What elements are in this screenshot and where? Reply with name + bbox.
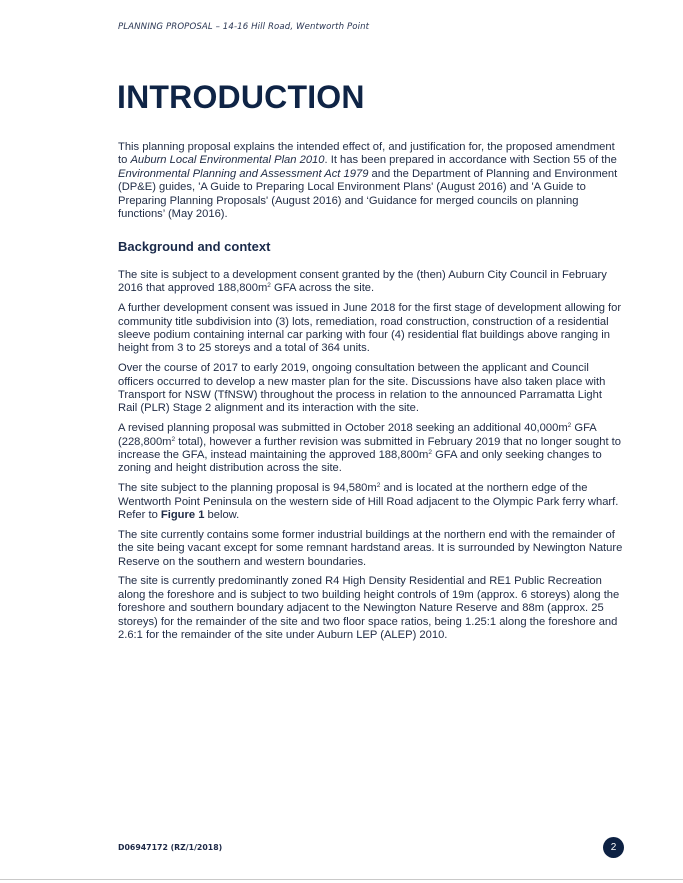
intro-paragraph: This planning proposal explains the intended effect of, and justification for, the proposed amendment to Auburn Local Environmental Plan 2010. It has been prepared in accordance with Section 55 of the Environmental Planning and Assessment Act 1979 and the Department of Planning and Environment (DP&E) guides, 'A Guide to Preparing Local Environment Plans' (August 2016) and 'A Guide to Preparing Planning Proposals' (August 2016) and ‘Guidance for merged councils on planning functions’ (May 2016).	[118, 141, 618, 221]
paragraph-further-consent: A further development consent was issued in June 2018 for the first stage of development allowing for community title subdivision into (3) lots, remediation, road construction, construction of a residential sleeve podium containing internal car parking with four (4) residential flat buildings above ranging in height from 3 to 25 storeys and a total of 364 units.	[118, 302, 622, 355]
page-number-badge: 2	[603, 837, 624, 858]
background-section	[118, 269, 623, 649]
paragraph-consultation: Over the course of 2017 to early 2019, ongoing consultation between the applicant and Council officers occurred to develop a new master plan for the site. Discussions have also taken place with Transport for NSW (TfNSW) throughout the process in relation to the announced Parramatta Light Rail (PLR) Stage 2 alignment and its interaction with the site.	[118, 362, 606, 415]
act-title: Environmental Planning and Assessment Act 1979	[118, 167, 369, 180]
paragraph-site-location: The site subject to the planning proposal is $94,580m^2$ and is located at the northern edge of the Wentworth Point Peninsula on the western side of Hill Road adjacent to the Olympic Park ferry wharf. Refer to Figure 1 below.	[118, 482, 619, 522]
paragraph-consent: The site is subject to a development consent granted by the (then) Auburn City Council in February 2016 that approved $188,800m^2$ GFA across the site.	[118, 269, 607, 295]
document-reference: D06947172 (RZ/1/2018)	[118, 843, 223, 852]
figure-reference[interactable]: Figure 1	[160, 509, 205, 522]
section-heading: Background and context	[118, 239, 271, 254]
intro-section	[118, 141, 623, 228]
page-title: INTRODUCTION	[117, 79, 365, 115]
lep-title: Auburn Local Environmental Plan 2010	[130, 154, 325, 167]
paragraph-site-contents: The site currently contains some former industrial buildings at the northern end with the remainder of the site being vacant except for some remnant hardstand areas. It is surrounded by Newington Nature Reserve on the southern and western boundaries.	[118, 528, 623, 568]
page-divider	[0, 879, 683, 880]
paragraph-zoning: The site is currently predominantly zoned R4 High Density Residential and RE1 Public Recreation along the foreshore and is subject to two building height controls of 19m (approx. 6 storeys) along the foreshore and southern boundary adjacent to the Newington Nature Reserve and 88m (approx. 25 storeys) for the remainder of the site and two floor space ratios, being 1.25:1 along the foreshore and 2.6:1 for the remainder of the site under Auburn LEP (ALEP) 2010.	[118, 575, 620, 642]
paragraph-revised-proposal: A revised planning proposal was submitted in October 2018 seeking an additional $40,000m^2$ GFA ($228,800m^2$ total), however a further revision was submitted in February 2019 that no longer sought to increase the GFA, instead maintaining the approved $188,800m^2$ GFA and only seeking changes to zoning and height distribution across the site.	[118, 422, 622, 475]
running-header: PLANNING PROPOSAL – 14-16 Hill Road, Wentworth Point	[118, 22, 370, 32]
